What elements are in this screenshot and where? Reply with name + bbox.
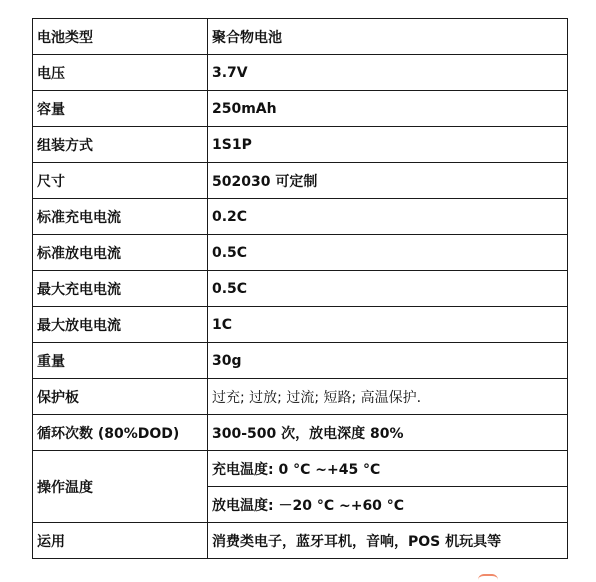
table-row <box>33 415 568 451</box>
row-label-battery-type: 电池类型 <box>33 19 208 55</box>
row-value-voltage: 3.7V <box>208 55 568 91</box>
row-value-std-discharge-current: 0.5C <box>208 235 568 271</box>
row-value-assembly: 1S1P <box>208 127 568 163</box>
table-row <box>33 235 568 271</box>
row-value-max-discharge-current: 1C <box>208 307 568 343</box>
row-label-application: 运用 <box>33 523 208 559</box>
row-value-size: 502030 可定制 <box>208 163 568 199</box>
row-value-weight: 30g <box>208 343 568 379</box>
row-label-operating-temperature: 操作温度 <box>33 451 208 523</box>
row-label-std-discharge-current: 标准放电电流 <box>33 235 208 271</box>
table-row <box>33 523 568 559</box>
row-label-voltage: 电压 <box>33 55 208 91</box>
row-value-charge-temperature: 充电温度: 0 °C ~+45 °C <box>208 451 568 487</box>
battery-spec-table <box>32 18 568 559</box>
row-label-protection-board: 保护板 <box>33 379 208 415</box>
table-row <box>33 163 568 199</box>
table-row <box>33 55 568 91</box>
row-label-capacity: 容量 <box>33 91 208 127</box>
row-label-assembly: 组装方式 <box>33 127 208 163</box>
row-label-weight: 重量 <box>33 343 208 379</box>
row-value-application: 消费类电子，蓝牙耳机，音响，POS 机玩具等 <box>208 523 568 559</box>
row-label-max-discharge-current: 最大放电电流 <box>33 307 208 343</box>
row-value-capacity: 250mAh <box>208 91 568 127</box>
row-value-max-charge-current: 0.5C <box>208 271 568 307</box>
row-value-cycle-count: 300-500 次，放电深度 80% <box>208 415 568 451</box>
table-row <box>33 127 568 163</box>
table-row <box>33 19 568 55</box>
row-value-std-charge-current: 0.2C <box>208 199 568 235</box>
decorative-mark <box>478 574 498 580</box>
row-label-size: 尺寸 <box>33 163 208 199</box>
table-row <box>33 307 568 343</box>
table-row <box>33 91 568 127</box>
row-value-battery-type: 聚合物电池 <box>208 19 568 55</box>
table-row <box>33 343 568 379</box>
row-label-cycle-count: 循环次数 (80%DOD) <box>33 415 208 451</box>
table-row <box>33 379 568 415</box>
row-label-max-charge-current: 最大充电电流 <box>33 271 208 307</box>
table-row <box>33 199 568 235</box>
table-row <box>33 451 568 487</box>
row-value-protection-board: 过充; 过放; 过流; 短路; 高温保护. <box>208 379 568 415</box>
row-label-std-charge-current: 标准充电电流 <box>33 199 208 235</box>
row-value-discharge-temperature: 放电温度: －20 °C ~+60 °C <box>208 487 568 523</box>
table-row <box>33 271 568 307</box>
